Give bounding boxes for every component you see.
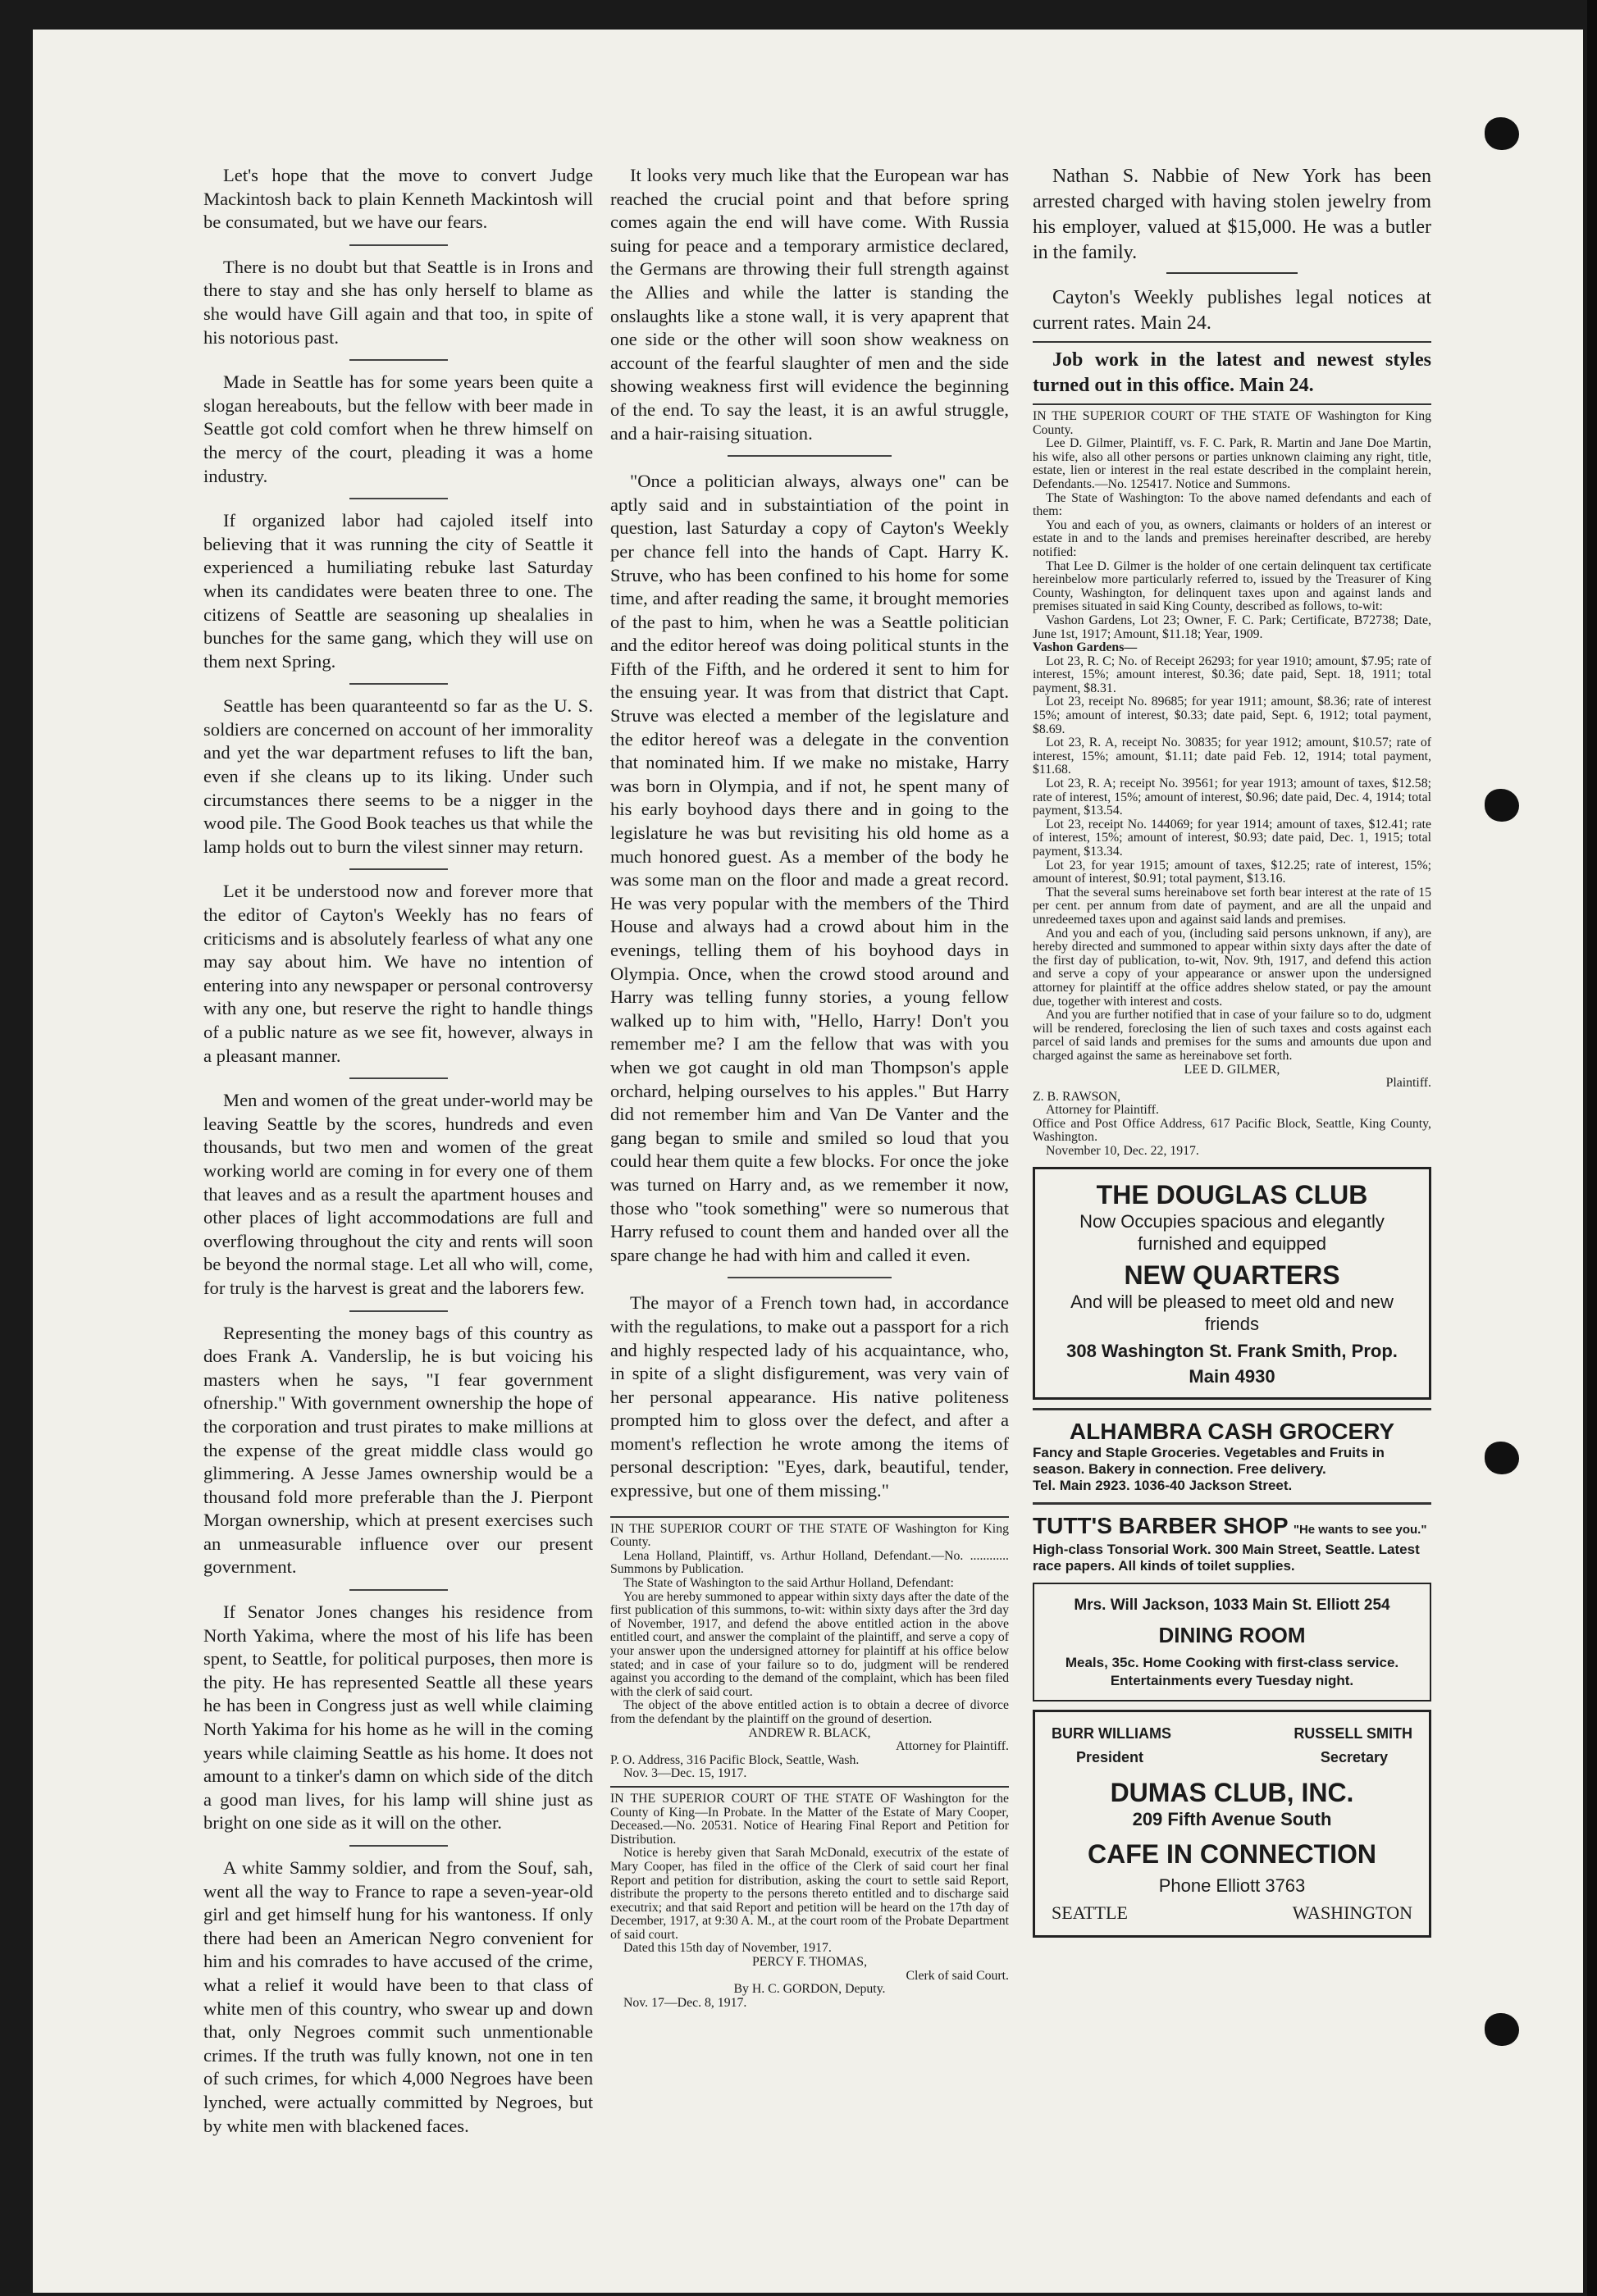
column-1 <box>203 164 593 2138</box>
ad-text: Mrs. Will Jackson, 1033 Main St. Elliott 254 <box>1074 1597 1390 1615</box>
ad-address: 308 Washington St. Frank Smith, Prop. <box>1066 1340 1398 1361</box>
legal-signature-title: Plaintiff. <box>1385 1076 1431 1091</box>
ad-dining-room <box>1033 1583 1431 1702</box>
ad-tutts-barber <box>1033 1513 1431 1575</box>
legal-signature: LEE D. GILMER, <box>1184 1062 1280 1077</box>
legal-line: The State of Washington: To the above named defendants and each of them: <box>1033 490 1431 519</box>
legal-line: Lot 23, R. C; No. of Receipt 26293; for year 1910; amount, $7.95; rate of interest, 15%; amount interest, $0.36; date paid, Sept. 18, 1911; total payment, $8.31. <box>1033 654 1431 695</box>
article: Let it be understood now and forever more that the editor of Cayton's Weekly has no fears of criticisms and is absolutely fearless of what any one may say about him. We have no intention of entering into any newspaper or personal controversy with any one, but reserve the right to handle things of a public nature as we see fit, however, always in a pleasant manner. <box>203 881 593 1066</box>
legal-signature: ANDREW R. BLACK, <box>748 1725 871 1740</box>
legal-line: Lot 23, receipt No. 89685; for year 1911; amount, $8.36; rate of interest 15%; amount of interest, $0.33; date paid, Sept. 6, 1912; total payment, $8.69. <box>1033 695 1431 736</box>
legal-signature-title: Attorney for Plaintiff. <box>896 1739 1009 1754</box>
ad-tagline: "He wants to see you." <box>1293 1522 1427 1537</box>
ad-text: Now Occupies spacious and elegantly furnished and equipped <box>1079 1210 1385 1254</box>
separator <box>349 1589 448 1591</box>
separator <box>349 244 448 246</box>
legal-office: Office and Post Office Address, 617 Pacific Block, Seattle, King County, Washington. <box>1033 1116 1431 1145</box>
legal-line: You are hereby summoned to appear within sixty days after the date of the first publication of this summons, to-wit: within sixty days after the 3rd day of November, 1917, and defend the above entitled action in the above entitled court, and answer the complaint of the plaintiff, and serve a copy of your answer upon the undersigned attorney for plaintiff at his office below stated; and in case of your failure so to do, judgment will be rendered against you according to the demand of the complaint, which has been filed with the clerk of said court. <box>610 1589 1009 1699</box>
ad-title: THE DOUGLAS CLUB <box>1096 1179 1368 1210</box>
ad-city: SEATTLE <box>1052 1902 1128 1924</box>
legal-attorney-title: Attorney for Plaintiff. <box>1046 1103 1159 1118</box>
legal-line: Lot 23, R. A, receipt No. 30835; for year 1912; amount, $10.57; rate of interest, 15%; amount, $1.11; date paid Feb. 12, 1914; total payment, $11.68. <box>1033 736 1431 777</box>
article: If organized labor had cajoled itself into believing that it was running the city of Seattle it experienced a humiliating rebuke last Saturday when its candidates were beaten three to one. The citizens of Seattle are seasoning up shealalies in bunches for the same gang, which they will use on them next Spring. <box>203 510 593 672</box>
rule <box>610 1786 1009 1788</box>
ad-text: Fancy and Staple Groceries. Vegetables and Fruits in season. Bakery in connection. Free delivery. <box>1033 1444 1385 1477</box>
ad-state: WASHINGTON <box>1292 1902 1412 1924</box>
separator <box>728 455 892 457</box>
separator <box>349 359 448 361</box>
column-3 <box>1033 164 1431 1946</box>
ad-title: DUMAS CLUB, INC. <box>1110 1778 1354 1808</box>
article: There is no doubt but that Seattle is in Irons and there to stay and she has only herself to blame as she would have Gill again and that too, in spite of his notorious past. <box>203 256 593 348</box>
legal-line: The State of Washington to the said Arthur Holland, Defendant: <box>623 1576 954 1591</box>
ad-phone: Main 4930 <box>1189 1365 1275 1387</box>
legal-line: Lena Holland, Plaintiff, vs. Arthur Holland, Defendant.—No. ............ Summons by Publication. <box>610 1548 1009 1577</box>
article: Seattle has been quaranteentd so far as the U. S. soldiers are concerned on account of her immorality and yet the war department refuses to lift the ban, even if she cleans up to its liking. Under such circumstances there seems to be a nigger in the wood pile. The Good Book teaches us that while the lamp holds out to burn the vilest sinner may return. <box>203 695 593 857</box>
separator <box>349 498 448 499</box>
ad-text: High-class Tonsorial Work. 300 Main Street, Seattle. Latest race papers. All kinds of toilet supplies. <box>1033 1542 1420 1574</box>
separator <box>349 1310 448 1312</box>
legal-line: The object of the above entitled action is to obtain a decree of divorce from the defendant by the plaintiff on the ground of desertion. <box>610 1698 1009 1726</box>
legal-line: And you and each of you, (including said persons unknown, if any), are hereby directed and summoned to appear within sixty days after the date of the first day of publication, to-wit, Nov. 9th, 1917, and defend this action and serve a copy of your appearance or answer upon the undersigned attorney for plaintiff at the office addres shelow stated, or pay the amount due, together with interest and costs. <box>1033 926 1431 1009</box>
legal-line: That Lee D. Gilmer is the holder of one certain delinquent tax certificate hereinbelow more particularly referred to, issued by the Treasurer of King County, Washington, for delinquent taxes upon and against lands and premises situated in said King County, described as follows, to-wit: <box>1033 558 1431 614</box>
ad-title: CAFE IN CONNECTION <box>1088 1839 1376 1870</box>
article: It looks very much like that the European war has reached the crucial point and that before spring comes again the end will have come. With Russia suing for peace and a temporary armistice declared, the Germans are throwing their full strength against the Allies and while the latter is standing the onslaughts like a stone wall, it is very apaprent that one side or the other will soon show weakness on account of the fearful slaughter of men and the side showing weakness first will evidence the beginning of the end. To say the least, it is an awful struggle, and a hair-raising situation. <box>610 165 1009 444</box>
ad-title: ALHAMBRA CASH GROCERY <box>1069 1418 1395 1444</box>
ad-name: RUSSELL SMITH <box>1294 1725 1412 1742</box>
legal-line: Lot 23, R. A; receipt No. 39561; for year 1913; amount of taxes, $12.58; rate of interest, 15%; amount of interest, $0.96; date paid, Dec. 4, 1914; total payment, $13.54. <box>1033 777 1431 818</box>
scan-edge <box>1587 0 1597 2296</box>
legal-line: IN THE SUPERIOR COURT OF THE STATE OF Washington for the County of King—In Probate. In the Matter of the Estate of Mary Cooper, Deceased.—No. 20531. Notice of Hearing Final Report and Petition for Distribution. <box>610 1791 1009 1847</box>
legal-notice-gilmer <box>1033 410 1431 1159</box>
legal-line: And you are further notified that in case of your failure so to do, udgment will be rendered, foreclosing the lien of such taxes and costs against each parcel of said lands and premises for the sums and amounts due upon and charged against the same as hereinabove set forth. <box>1033 1008 1431 1063</box>
rule <box>1166 272 1298 274</box>
ad-douglas-club <box>1033 1167 1431 1400</box>
legal-line: IN THE SUPERIOR COURT OF THE STATE OF Washington for King County. <box>610 1521 1009 1550</box>
ad-text: Tel. Main 2923. 1036-40 Jackson Street. <box>1033 1477 1293 1493</box>
ad-title: DINING ROOM <box>1158 1623 1306 1648</box>
rule <box>1033 1408 1431 1410</box>
notice: Cayton's Weekly publishes legal notices at current rates. Main 24. <box>1033 287 1431 334</box>
rule <box>1033 341 1431 343</box>
ad-role: Secretary <box>1320 1748 1388 1765</box>
column-2 <box>610 164 1009 2010</box>
article: Let's hope that the move to convert Judge Mackintosh back to plain Kenneth Mackintosh will be consumated, but we have our fears. <box>203 165 593 233</box>
punch-hole <box>1485 789 1519 822</box>
ad-address: 209 Fifth Avenue South <box>1132 1809 1332 1830</box>
ad-title: NEW QUARTERS <box>1124 1260 1340 1290</box>
article: The mayor of a French town had, in accordance with the regulations, to make out a passport for a rich and highly respected lady of his acquaintance, who, in spite of a slight disfigurement, was very vain of her personal appearance. His native politeness prompted him to gloss over the defect, and after a moment's reflection he wrote among the items of personal description: "Eyes, dark, beautiful, tender, expressive, but one of them missing." <box>610 1292 1009 1501</box>
legal-signature-title: Clerk of said Court. <box>906 1968 1009 1983</box>
separator <box>349 868 448 870</box>
ad-text: Meals, 35c. Home Cooking with first-class service. Entertainments every Tuesday night. <box>1065 1655 1399 1689</box>
legal-line: That the several sums hereinabove set forth bear interest at the rate of 15 per cent. per annum from date of payment, and are all the unpaid and unredeemed taxes upon and against said lands and premises. <box>1033 885 1431 927</box>
article: If Senator Jones changes his residence from North Yakima, where the most of his life has been spent, to Seattle, for political purposes, then more is the pity. He has represented Seattle all these years he has been in Congress just as well while claiming North Yakima for his home as he will in the coming years while claiming Seattle as his home. It does not amount to a tinker's damn on which side of the ditch a good man lives, for his lamp will shine just as bright on one side as it will on the other. <box>203 1601 593 1834</box>
article: A white Sammy soldier, and from the Souf, sah, went all the way to France to rape a seven-year-old girl and get himself hung for his wantoness. If only there had been an American Negro convenient for him and his comrades to have accused of the crime, what a relief it would have been to that class of white men of this country, who swear up and down that, only Negroes commit such unmentionable crimes. If the truth was fully known, not one in ten of such crimes, for which 4,000 Negroes have been lynched, were actually committed by Negroes, but by white men with blackened faces. <box>203 1857 593 2136</box>
legal-line: Lot 23, receipt No. 144069; for year 1914; amount of taxes, $12.41; rate of interest, 15%; amount of interest, $0.93; date paid, Dec. 1, 1915; total payment, $13.34. <box>1033 817 1431 859</box>
ad-dumas-club <box>1033 1710 1431 1938</box>
legal-line: You and each of you, as owners, claimants or holders of an interest or estate in and to the lands and premises hereinafter described, are hereby notified: <box>1033 517 1431 559</box>
legal-line: Vashon Gardens— <box>1033 640 1138 655</box>
ad-title: TUTT'S BARBER SHOP <box>1033 1512 1289 1538</box>
ad-alhambra <box>1033 1419 1431 1494</box>
legal-dates: Nov. 17—Dec. 8, 1917. <box>623 1995 747 2010</box>
legal-line: Notice is hereby given that Sarah McDonald, executrix of the estate of Mary Cooper, has filed in the office of the Clerk of said court her final Report and petition for distribution, asking the court to settle said Report, distribute the property to the persons thereto entitled and to discharge said executrix; and that said Report and petition will be heard on the 17th day of December, 1917, at 9:30 A. M., at the court room of the Probate Department of said court. <box>610 1846 1009 1942</box>
ad-role: President <box>1076 1748 1144 1765</box>
legal-address: P. O. Address, 316 Pacific Block, Seattle, Wash. <box>610 1752 860 1767</box>
legal-deputy: By H. C. GORDON, Deputy. <box>733 1982 886 1997</box>
legal-line: Vashon Gardens, Lot 23; Owner, F. C. Park; Certificate, B72738; Date, June 1st, 1917; Amount, $11.18; Year, 1909. <box>1033 613 1431 641</box>
article: "Once a politician always, always one" can be aptly said and in substaintiation of the point in question, last Saturday a copy of Cayton's Weekly per chance fell into the hands of Capt. Harry K. Struve, who has been confined to his home for some time, and after reading the same, it brought memories of the past to him, when he was a Seattle politician and the editor hereof was doing political stunts in the Fifth of the Fifth, and he ordered it sent to him for the ensuing year. It was from that district that Capt. Struve was elected a member of the legislature and the editor hereof was a delegate in the convention that nominated him. If we make no mistake, Harry was born in Olympia, and if not, he spent many of his early boyhood days there and in going to the legislature he was but revisiting his old home as a much honored guest. As a member of the body he was some man on the floor and made a great record. He was very popular with the members of the Third House and always had a crowd about him in the evenings, telling them of his boyhood days in Olympia. Once, when the crowd stood around and Harry was telling funny stories, a young fellow walked up to him with, "Hello, Harry! Don't you remember me? I am the fellow that was with you when we got caught in old man Thompson's apple orchard, helping ourselves to his apples." But Harry did not remember him and Van De Vanter and the gang began to smile and smiled so loud that you could hear them quite a few blocks. For once the joke was turned on Harry and, as we remember it now, those who "took something" were so numerous that Harry refused to count them and handed over all the spare change he had with him and called it even. <box>610 471 1009 1265</box>
legal-notice-cooper <box>610 1793 1009 2011</box>
ad-text: And will be pleased to meet old and new friends <box>1070 1291 1394 1334</box>
legal-line: Dated this 15th day of November, 1917. <box>623 1941 832 1956</box>
legal-signature: PERCY F. THOMAS, <box>751 1955 868 1970</box>
punch-hole <box>1485 2013 1519 2046</box>
legal-notice-holland <box>610 1523 1009 1781</box>
notice: Job work in the latest and newest styles turned out in this office. Main 24. <box>1033 349 1431 396</box>
legal-line: IN THE SUPERIOR COURT OF THE STATE OF Washington for King County. <box>1033 409 1431 437</box>
legal-attorney: Z. B. RAWSON, <box>1033 1089 1121 1104</box>
separator <box>349 683 448 685</box>
legal-line: Lee D. Gilmer, Plaintiff, vs. F. C. Park, R. Martin and Jane Doe Martin, his wife, also all other persons or parties unknown claiming any right, title, estate, lien or interest in the real estate described in the complaint herein, Defendants.—No. 125417. Notice and Summons. <box>1033 436 1431 491</box>
ad-phone: Phone Elliott 3763 <box>1158 1875 1306 1897</box>
separator <box>728 1277 892 1278</box>
article: Representing the money bags of this country as does Frank A. Vanderslip, he is but voicing his masters when he says, "I fear government ofnership." With government ownership the hope of the corporation and trust pirates to make millions at the expense of the great middle class would go glimmering. A Jesse James ownership would be a thousand fold more preferable than the J. Pierpont Morgan ownership, which at present exercises such an unmeasurable influence over our present government. <box>203 1322 593 1578</box>
separator <box>349 1077 448 1079</box>
legal-dates: November 10, Dec. 22, 1917. <box>1046 1144 1199 1159</box>
ad-name: BURR WILLIAMS <box>1052 1725 1171 1742</box>
separator <box>349 1845 448 1847</box>
article: Nathan S. Nabbie of New York has been arrested charged with having stolen jewelry from his employer, valued at $15,000. He was a butler in the family. <box>1033 166 1431 263</box>
article: Men and women of the great under-world may be leaving Seattle by the scores, hundreds and even thousands, but two men and women of the great working world are coming in for every one of them that leaves and as a result the apartment houses and other places of light accommodations are full and overflowing throughout the city and rents will soon be beyond the normal stage. Let all who will, come, for truly is the harvest is great and the laborers few. <box>203 1090 593 1298</box>
punch-hole <box>1485 117 1519 150</box>
legal-dates: Nov. 3—Dec. 15, 1917. <box>623 1766 747 1781</box>
rule <box>1033 1502 1431 1505</box>
legal-line: Lot 23, for year 1915; amount of taxes, $12.25; rate of interest, 15%; amount of interest, $0.91; total payment, $13.16. <box>1033 858 1431 886</box>
article: Made in Seattle has for some years been quite a slogan hereabouts, but the fellow with beer made in Seattle got cold comfort when he threw himself on the mercy of the court, pleading it was a home industry. <box>203 371 593 486</box>
rule <box>610 1516 1009 1518</box>
rule <box>1033 403 1431 405</box>
punch-hole <box>1485 1442 1519 1474</box>
